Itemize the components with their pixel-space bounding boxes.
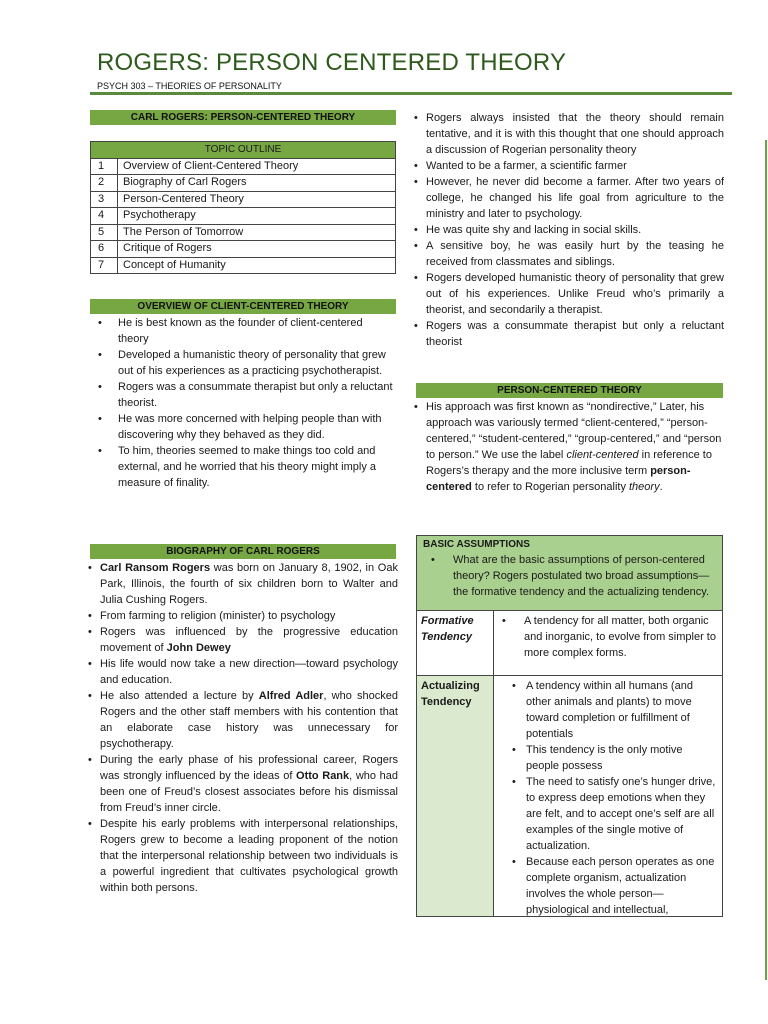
list-item: • He was quite shy and lacking in social skills.: [414, 222, 724, 238]
formative-label: Formative Tendency: [417, 611, 494, 675]
topic-number: 6: [91, 241, 118, 258]
topic-name: The Person of Tomorrow: [118, 224, 396, 241]
person-centered-section: [414, 399, 724, 495]
table-row: [91, 158, 396, 175]
bold-name: Alfred Adler: [258, 690, 324, 702]
list-item: • Rogers always insisted that the theory should remain tentative, and it is with this thought that one should approach a discussion of Rogerian personality theory: [414, 110, 724, 158]
list-item: [414, 399, 724, 495]
main-heading: CARL ROGERS: PERSON-CENTERED THEORY: [90, 110, 396, 125]
overview-section: [90, 315, 396, 491]
list-item: • He was more concerned with helping people than with discovering why they behaved as they did.: [90, 411, 396, 443]
text: His life would now take a new direction—toward psychology and education.: [100, 658, 398, 686]
text: Rogers was influenced by the progressive education movement of: [100, 626, 398, 654]
text: From farming to religion (minister) to psychology: [100, 610, 336, 622]
list-item: [88, 608, 398, 624]
list-item: • Rogers was a consummate therapist but only a reluctant theorist: [414, 318, 724, 350]
topic-name: Critique of Rogers: [118, 241, 396, 258]
list-item: [88, 656, 398, 688]
list-item: • A tendency for all matter, both organic and inorganic, to evolve from simpler to more complex forms.: [498, 613, 718, 661]
list-item: • To him, theories seemed to make things too cold and external, and he worried that his theory might imply a measure of finality.: [90, 443, 396, 491]
italic-term: theory: [629, 481, 660, 493]
list-item: • A sensitive boy, he was easily hurt by the teasing he received from classmates and siblings.: [414, 238, 724, 270]
text: in reference to Rogers’s therapy and the more inclusive term: [426, 449, 712, 477]
actualizing-list: [498, 678, 718, 918]
header-rule: [90, 92, 732, 95]
text: He also attended a lecture by: [100, 690, 259, 702]
person-centered-heading: PERSON-CENTERED THEORY: [416, 383, 723, 398]
page-title: ROGERS: PERSON CENTERED THEORY: [97, 49, 567, 76]
list-item: • Rogers was a consummate therapist but only a reluctant theorist.: [90, 379, 396, 411]
topic-number: 7: [91, 257, 118, 274]
list-item: • Rogers developed humanistic theory of personality that grew out of his experiences. Unlike Freud who’s primarily a theorist, and secondarily a therapist.: [414, 270, 724, 318]
text: , who had been one of Freud’s closest associates before his dismissal from Freud’s inner circle.: [100, 770, 399, 814]
actualizing-row: [417, 676, 722, 916]
table-row: [91, 241, 396, 258]
list-item: • However, he never did become a farmer. After two years of college, he changed his life goal from agriculture to the ministry and later to psychology.: [414, 174, 724, 222]
bold-name: John Dewey: [166, 642, 231, 654]
list-item: • A tendency within all humans (and other animals and plants) to move toward completion or fulfillment of potentials: [498, 678, 718, 742]
topic-name: Psychotherapy: [118, 208, 396, 225]
list-item: • What are the basic assumptions of person-centered theory? Rogers postulated two broad assumptions—the formative tendency and the actualizing tendency.: [423, 552, 716, 600]
bold-name: Otto Rank: [296, 770, 350, 782]
formative-content: [494, 611, 722, 675]
overview-heading: OVERVIEW OF CLIENT-CENTERED THEORY: [90, 299, 396, 314]
list-item: • Wanted to be a farmer, a scientific farmer: [414, 158, 724, 174]
topic-name: Person-Centered Theory: [118, 191, 396, 208]
table-row: [91, 257, 396, 274]
margin-rule: [765, 140, 767, 980]
topic-number: 2: [91, 175, 118, 192]
text: to refer to Rogerian personality: [471, 481, 629, 493]
bold-name: Carl Ransom Rogers: [100, 562, 211, 574]
list-item: • He is best known as the founder of client-centered theory: [90, 315, 396, 347]
biography-continued: [414, 110, 724, 350]
biography-list: [88, 560, 398, 896]
formative-list: [498, 613, 718, 661]
topic-name: Overview of Client-Centered Theory: [118, 158, 396, 175]
topic-number: 1: [91, 158, 118, 175]
overview-list: [90, 315, 396, 491]
basic-assumptions-box: [416, 535, 723, 917]
actualizing-content: [494, 676, 722, 916]
list-item: • This tendency is the only motive people possess: [498, 742, 718, 774]
list-item: • Because each person operates as one complete organism, actualization involves the whole person—physiological and intellectual,: [498, 854, 718, 918]
text: was born on January 8, 1902, in Oak Park, Illinois, the fourth of six children born to Walter and Julia Cushing Rogers.: [100, 562, 398, 606]
biography-heading: BIOGRAPHY OF CARL ROGERS: [90, 544, 396, 559]
text: .: [659, 481, 663, 493]
biography-section: [88, 560, 398, 896]
text: During the early phase of his professional career, Rogers was strongly influenced by the ideas of: [100, 754, 398, 782]
assumptions-intro-list: [423, 552, 716, 600]
table-row: [91, 224, 396, 241]
table-row: [91, 175, 396, 192]
bold-term: person-centered: [426, 465, 691, 493]
bio-continued-list: [414, 110, 724, 350]
table-row: [91, 191, 396, 208]
assumptions-header: [417, 536, 722, 611]
topic-number: 5: [91, 224, 118, 241]
topic-outline-table: [90, 141, 396, 274]
topic-name: Biography of Carl Rogers: [118, 175, 396, 192]
topic-number: 4: [91, 208, 118, 225]
list-item: [88, 816, 398, 896]
list-item: • Developed a humanistic theory of personality that grew out of his experiences as a practicing psychotherapist.: [90, 347, 396, 379]
list-item: [88, 752, 398, 816]
text: , who shocked Rogers and the other staff members with his contention that an elaborate case history was unnecessary for psychotherapy.: [100, 690, 398, 750]
actualizing-label: Actualizing Tendency: [417, 676, 494, 916]
topic-outline-heading: TOPIC OUTLINE: [91, 142, 396, 159]
topic-number: 3: [91, 191, 118, 208]
course-subtitle: PSYCH 303 – THEORIES OF PERSONALITY: [97, 81, 282, 91]
table-row: [91, 208, 396, 225]
list-item: [88, 688, 398, 752]
text: His approach was first known as “nondirective,” Later, his approach was variously termed “client-centered,” “person-centered,” “student-centered,” “group-centered,” and “person to person.” We use the label: [426, 401, 722, 461]
text: Despite his early problems with interpersonal relationships, Rogers grew to become a leading proponent of the notion that the interpersonal relationship between two individuals is a powerful ingredient that cultivates psychological growth within both persons.: [100, 818, 398, 894]
topic-name: Concept of Humanity: [118, 257, 396, 274]
list-item: [88, 560, 398, 608]
list-item: [88, 624, 398, 656]
assumptions-heading: BASIC ASSUMPTIONS: [423, 539, 530, 550]
person-centered-list: [414, 399, 724, 495]
italic-term: client-centered: [566, 449, 639, 461]
formative-row: [417, 611, 722, 676]
list-item: • The need to satisfy one’s hunger drive, to express deep emotions when they are felt, and to accept one’s self are all examples of the single motive of actualization.: [498, 774, 718, 854]
